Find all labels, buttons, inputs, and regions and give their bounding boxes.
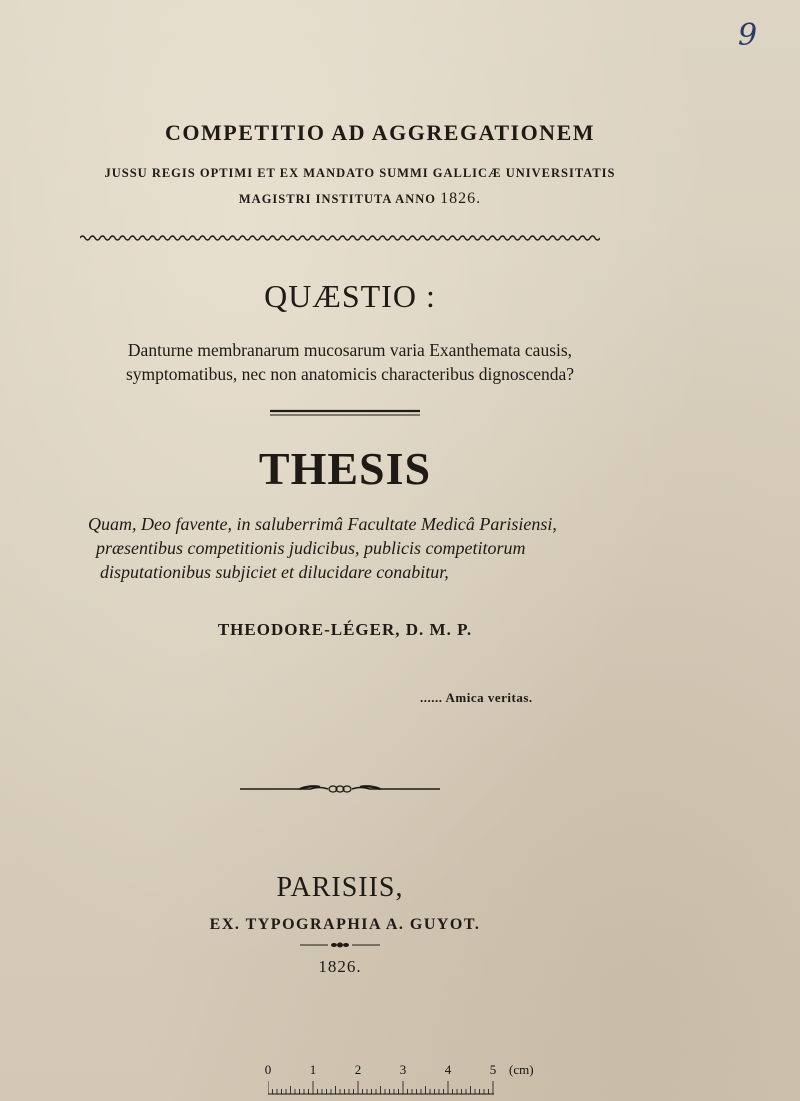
small-ornament <box>300 940 380 950</box>
double-rule-divider <box>270 409 420 417</box>
question-line-1: Danturne membranarum mucosarum varia Exanthemata causis, <box>127 340 573 360</box>
dedication-text <box>50 512 670 584</box>
scale-label-4: 4 <box>444 1062 452 1077</box>
subtitle-line-2 <box>60 190 660 208</box>
scale-label-3: 3 <box>399 1062 407 1077</box>
question-text <box>70 338 630 386</box>
motto: ...... Amica veritas. <box>420 690 533 705</box>
subtitle-line-2-text: MAGISTRI INSTITUTA ANNO <box>238 192 436 206</box>
scale-label-0: 0 <box>264 1062 272 1077</box>
scale-bar <box>268 1081 494 1095</box>
scale-label-1: 1 <box>309 1062 317 1077</box>
dedication-line-2: præsentibus competitionis judicibus, publicis competitorum <box>96 538 526 558</box>
quaestio-heading: QUÆSTIO : <box>264 278 436 314</box>
wavy-divider <box>80 233 600 243</box>
page-number: 9 <box>738 18 758 53</box>
subtitle-line-1: JUSSU REGIS OPTIMI ET EX MANDATO SUMMI GALLICÆ UNIVERSITATIS <box>104 166 616 180</box>
subtitle-year: 1826. <box>440 190 482 207</box>
publication-year: 1826. <box>318 957 362 976</box>
author-name: THEODORE-LÉGER, D. M. P. <box>217 620 473 639</box>
scale-label-2: 2 <box>354 1062 362 1077</box>
place-of-publication: PARISIIS, <box>276 872 404 903</box>
dedication-line-3: disputationibus subjiciet et dilucidare conabitur, <box>100 562 449 582</box>
thesis-heading: THESIS <box>258 443 432 494</box>
dedication-line-1: Quam, Deo favente, in saluberrimâ Facultate Medicâ Parisiensi, <box>88 514 557 534</box>
scale-unit-label: (cm) <box>509 1062 534 1077</box>
centimeter-scale <box>262 1062 552 1098</box>
question-line-2: symptomatibus, nec non anatomicis characteribus dignoscenda? <box>125 364 575 384</box>
document-title: COMPETITIO AD AGGREGATIONEM <box>164 120 596 145</box>
ornamental-rule <box>240 782 440 796</box>
scale-label-5: 5 <box>489 1062 497 1077</box>
printer-line: EX. TYPOGRAPHIA A. GUYOT. <box>209 916 481 933</box>
